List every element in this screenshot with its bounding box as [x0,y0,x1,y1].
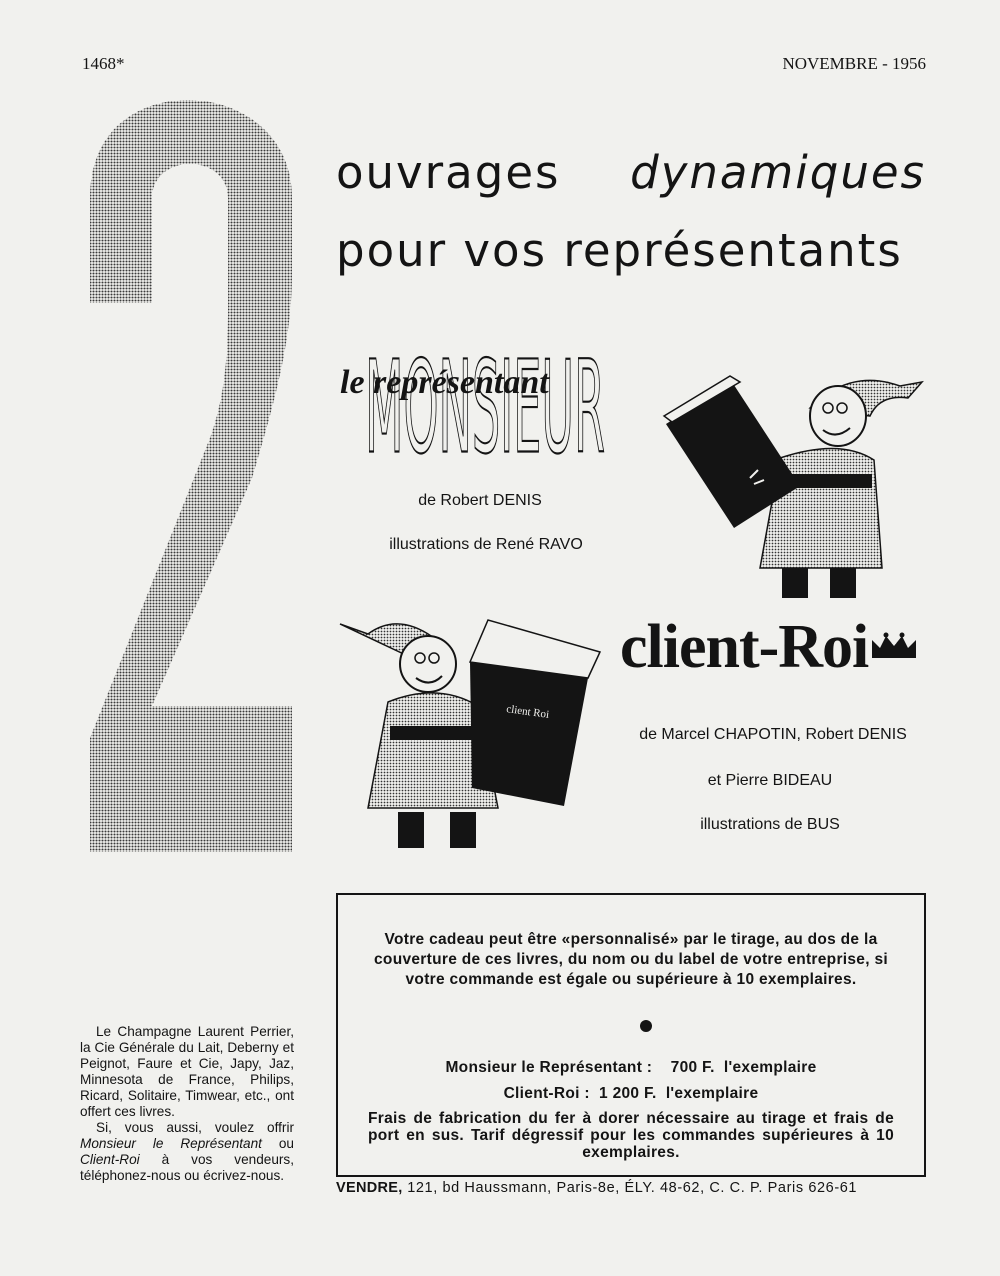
sponsors-paragraph [80,1024,294,1184]
book1-illustrator: illustrations de René RAVO [389,536,583,553]
issue-date: NOVEMBRE - 1956 [782,54,926,73]
offer-invitation: Si, vous aussi, voulez offrir Monsieur le Représentant ou Client-Roi à vos vendeurs, téléphonez-nous ou écrivez-nous. [80,1120,294,1183]
big-numeral-two [80,98,296,854]
sponsors-text: Le Champagne Laurent Perrier, la Cie Générale du Lait, Deberny et Peignot, Faure et Cie, Japy, Jaz, Minnesota de France, Philips, Ricard, Solitaire, Timwear, etc., ont offert ces livres. [80,1024,294,1119]
separator-bullet [640,1020,652,1032]
page-number: 1468* [82,54,125,73]
publisher-name: VENDRE, [336,1180,403,1196]
svg-text:MONSIEUR: MONSIEUR [365,348,605,476]
publisher-address [336,1180,926,1196]
offer-intro: Votre cadeau peut être «personnalisé» par le tirage, au dos de la couverture de ces livres, du nom ou du label de votre entreprise, si votre commande est égale ou supérieure à 10 exemplaires. [374,931,888,988]
address-text: 121, bd Haussmann, Paris-8e, ÉLY. 48-62, C. C. P. Paris 626-61 [407,1180,858,1196]
santa-with-book-illustration-2 [338,612,608,858]
santa-with-book-illustration-1 [660,368,932,604]
price-monsieur: Monsieur le Représentant : 700 F. l'exemplaire [445,1059,817,1076]
book1-subtitle: le représentant [340,364,549,401]
book1-author: de Robert DENIS [418,492,542,509]
headline-word-ouvrages: ouvrages [336,146,561,199]
fees-note: Frais de fabrication du fer à dorer nécessaire au tirage et frais de port en sus. Tarif dégressif pour les commandes supérieures à 10 exemplaires. [368,1110,894,1161]
book2-illustrator: illustrations de BUS [700,816,840,833]
price-client-roi: Client-Roi : 1 200 F. l'exemplaire [503,1085,759,1102]
headline-word-dynamiques: dynamiques [630,146,926,199]
book2-authors: de Marcel CHAPOTIN, Robert DENIS [639,726,907,743]
headline-line-2: pour vos représentants [336,224,903,277]
book2-title: client-Roi [620,613,869,681]
headline-line-1 [336,146,926,199]
book2-authors-2: et Pierre BIDEAU [707,772,833,789]
book2-cover-text: client Roi [505,703,550,721]
crown-icon [868,630,920,662]
